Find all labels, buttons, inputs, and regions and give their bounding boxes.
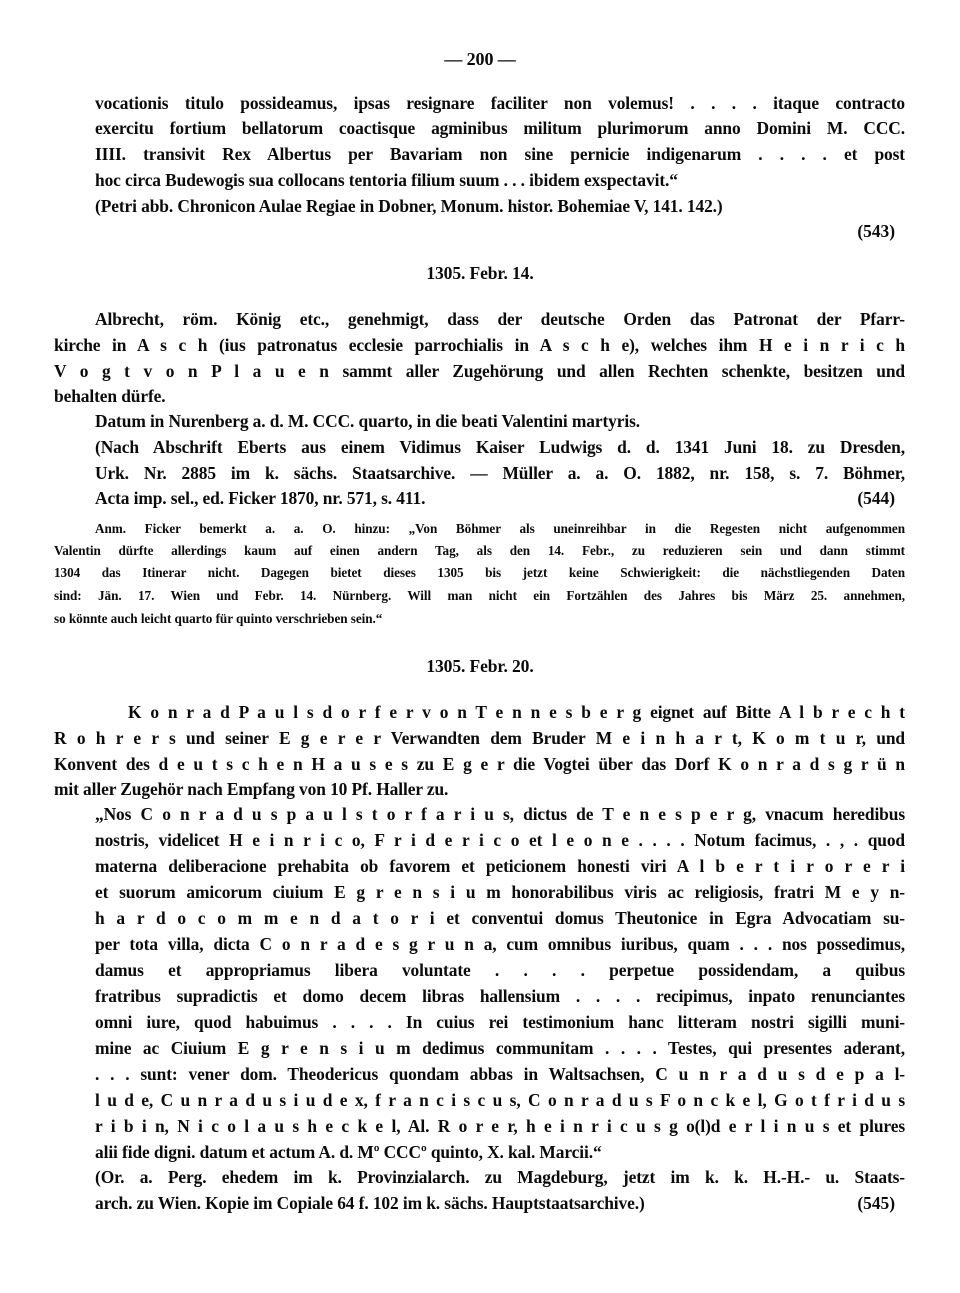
charter-text-line: per tota villa, dicta C o n r a d e s g r u n a, cum omnibus iuribus, quam . . . nos possedimus, [95,934,905,954]
charter-text-line: materna deliberacione prehabita ob favorem et peticionem honesti viri A l b e r t i r o r e r i [95,856,905,876]
datum-line: Datum in Nurenberg a. d. M. CCC. quarto, in die beati Valentini martyris. [95,411,641,431]
summary-line: kirche in A s c h (ius patronatus ecclesie parrochialis in A s c h e), welches ihm H e i n r i c h [54,335,905,355]
entry-number: (544) [857,488,895,508]
summary-line: K o n r a d P a u l s d o r f e r v o n T e n n e s b e r g eignet auf Bitte A l b r e c h t [128,702,905,722]
text-line: vocationis titulo possideamus, ipsas resignare faciliter non volemus! . . . . itaque contracto [95,93,905,113]
source-line: (Or. a. Perg. ehedem im k. Provinzialarch. zu Magdeburg, jetzt im k. k. H.-H.- u. Staats- [95,1167,905,1187]
entry-date: 1305. Febr. 20. [426,656,534,676]
summary-line: V o g t v o n P l a u e n sammt aller Zugehörung und allen Rechten schenkte, besitzen und [54,361,905,381]
note-line: sind: Jän. 17. Wien und Febr. 14. Nürnberg. Will man nicht ein Fortzählen des Jahres bis März 25. annehmen, [54,588,905,603]
charter-text-line: r i b i n, N i c o l a u s h e c k e l, Al. R o r e r, h e i n r i c u s g o(l)d e r l i n u s et plures [95,1116,905,1136]
note-line: so könnte auch leicht quarto für quinto verschrieben sein.“ [54,611,383,626]
summary-line: R o h r e r s und seiner E g e r e r Verwandten dem Bruder M e i n h a r t, K o m t u r, und [54,728,905,748]
text-line: hoc circa Budewogis sua collocans tentoria filium suum . . . ibidem exspectavit.“ [95,170,678,190]
charter-text-line: omni iure, quod habuimus . . . . In cuius rei testimonium hanc litteram nostri sigilli muni- [95,1012,905,1032]
source-line: arch. zu Wien. Kopie im Copiale 64 f. 102 im k. sächs. Hauptstaatsarchive.) [95,1193,645,1213]
text-line: IIII. transivit Rex Albertus per Bavariam non sine pernicie indigenarum . . . . et post [95,144,905,164]
charter-text-line: fratribus supradictis et domo decem libras hallensium . . . . recipimus, inpato renunciantes [95,986,905,1006]
charter-text-line: alii fide digni. datum et actum A. d. Mº CCCº quinto, X. kal. Marcii.“ [95,1142,602,1162]
charter-text-line: et suorum amicorum ciuium E g r e n s i u m honorabilibus viris ac religiosis, fratri M e y n- [95,882,905,902]
summary-line: behalten dürfe. [54,386,166,406]
summary-line: Albrecht, röm. König etc., genehmigt, dass der deutsche Orden das Patronat der Pfarr- [95,309,905,329]
charter-text-line: h a r d o c o m m e n d a t o r i et conventui domus Theutonice in Egra Advocatiam su- [95,908,905,928]
page-header: — 200 — [444,49,516,69]
entry-number: (543) [857,221,895,241]
summary-line: mit aller Zugehör nach Empfang von 10 Pf. Haller zu. [54,779,449,799]
summary-line: Konvent des d e u t s c h e n H a u s e s zu E g e r die Vogtei über das Dorf K o n r a d s g r ü n [54,754,905,774]
source-line: (Nach Abschrift Eberts aus einem Vidimus Kaiser Ludwigs d. d. 1341 Juni 18. zu Dresden, [95,437,905,457]
note-line: 1304 das Itinerar nicht. Dagegen bietet dieses 1305 bis jetzt keine Schwierigkeit: die nächstliegenden Daten [54,565,905,580]
source-line: Acta imp. sel., ed. Ficker 1870, nr. 571, s. 411. [95,488,426,508]
note-line: Anm. Ficker bemerkt a. a. O. hinzu: „Von Böhmer als uneinreihbar in die Regesten nicht aufgenommen [95,521,905,536]
text-line: exercitu fortium bellatorum coactisque agminibus militum plurimorum anno Domini M. CCC. [95,118,905,138]
entry-number: (545) [857,1193,895,1213]
source-line: Urk. Nr. 2885 im k. sächs. Staatsarchive. — Müller a. a. O. 1882, nr. 158, s. 7. Böhmer, [95,463,905,483]
citation-line: (Petri abb. Chronicon Aulae Regiae in Dobner, Monum. histor. Bohemiae V, 141. 142.) [95,196,723,216]
charter-text-line: l u d e, C u n r a d u s i u d e x, f r a n c i s c u s, C o n r a d u s F o n c k e l, G o t f r i d u s [95,1090,905,1110]
charter-text-line: mine ac Ciuium E g r e n s i u m dedimus communitam . . . . Testes, qui presentes aderant, [95,1038,905,1058]
charter-text-line: „Nos C o n r a d u s p a u l s t o r f a r i u s, dictus de T e n e s p e r g, vnacum heredibus [95,804,905,824]
note-line: Valentin dürfte allerdings kaum auf einen andern Tag, als den 14. Febr., zu reduzieren sein und dann stimmt [54,543,905,558]
charter-text-line: . . . sunt: vener dom. Theodericus quondam abbas in Waltsachsen, C u n r a d u s d e p a l- [95,1064,905,1084]
charter-text-line: damus et appropriamus libera voluntate . . . . perpetue possidendam, a quibus [95,960,905,980]
charter-text-line: nostris, videlicet H e i n r i c o, F r i d e r i c o et l e o n e . . . . Notum facimus, . , . quod [95,830,905,850]
entry-date: 1305. Febr. 14. [426,263,534,283]
